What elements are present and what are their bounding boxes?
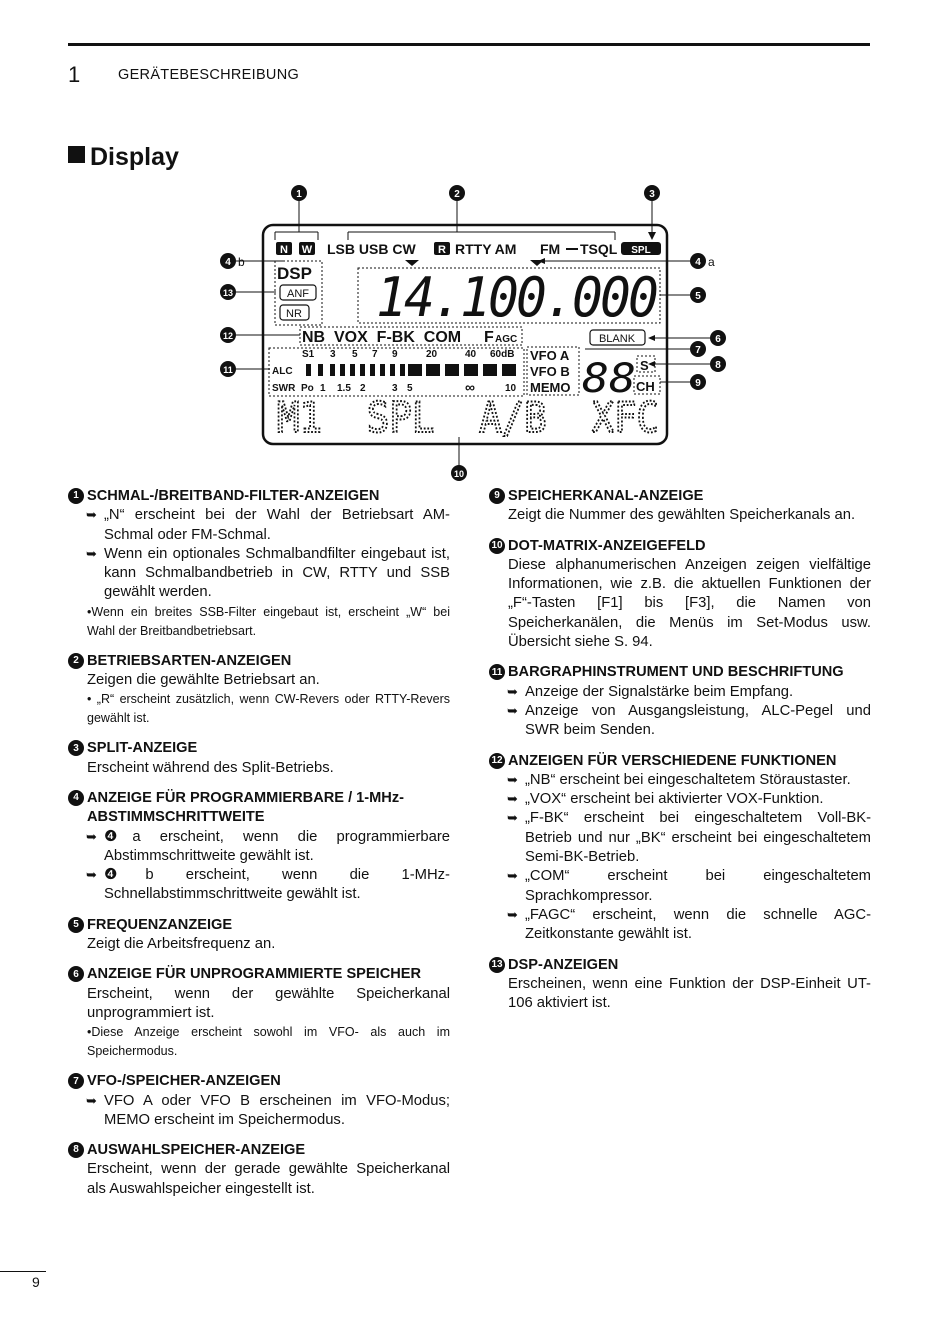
item-number-badge: 12 xyxy=(489,753,505,769)
svg-text:60dB: 60dB xyxy=(490,349,515,360)
svg-text:5: 5 xyxy=(695,291,701,302)
arrow-item: ➥ VFO A oder VFO B erscheinen im VFO-Modus; MEMO erscheint im Speichermodus. xyxy=(68,1092,450,1131)
callout-3 xyxy=(644,185,660,201)
svg-text:Po: Po xyxy=(301,383,314,394)
square-bullet-icon xyxy=(68,146,85,163)
description-item xyxy=(68,652,450,729)
item-number-badge: 8 xyxy=(68,1142,84,1158)
item-heading xyxy=(489,752,871,771)
svg-text:1: 1 xyxy=(320,383,326,394)
svg-text:20: 20 xyxy=(426,349,438,360)
item-number-badge: 5 xyxy=(68,917,84,933)
callout-7 xyxy=(690,341,706,357)
description-item xyxy=(68,965,450,1061)
callout-8 xyxy=(710,356,726,372)
description-item xyxy=(68,739,450,778)
callout-1 xyxy=(291,185,307,201)
svg-text:1: 1 xyxy=(296,189,302,200)
description-item xyxy=(68,487,450,641)
callout-2 xyxy=(449,185,465,201)
frequency-readout: 14.100.000 xyxy=(376,266,657,329)
arrow-item: ➥ „N“ erscheint bei der Wahl der Betriebsart AM-Schmal oder FM-Schmal. xyxy=(68,506,450,545)
description-item xyxy=(489,956,871,1014)
item-heading xyxy=(489,663,871,682)
item-title: DOT-MATRIX-ANZEIGEFELD xyxy=(508,537,706,554)
item-body: Zeigt die Nummer des gewählten Speicherkanals an. xyxy=(508,507,856,524)
svg-text:R: R xyxy=(438,244,446,256)
item-number-badge: 1 xyxy=(68,488,84,504)
description-item xyxy=(489,752,871,945)
vfo-b-label: VFO B xyxy=(530,364,570,379)
item-title: SCHMAL-/BREITBAND-FILTER-ANZEIGEN xyxy=(87,488,380,504)
svg-text:5: 5 xyxy=(407,383,413,394)
header-rule xyxy=(68,43,870,46)
svg-text:11: 11 xyxy=(223,365,233,375)
item-heading xyxy=(68,916,450,935)
item-number-badge: 6 xyxy=(68,966,84,982)
item-number-badge: 13 xyxy=(489,957,505,973)
svg-text:9: 9 xyxy=(392,349,398,360)
item-heading xyxy=(68,487,450,506)
s-meter-scale xyxy=(302,349,514,360)
item-heading xyxy=(68,789,450,828)
item-title: VFO-/SPEICHER-ANZEIGEN xyxy=(87,1073,281,1090)
svg-text:7: 7 xyxy=(695,345,701,356)
arrow-item: ➥ ❹a erscheint, wenn die programmierbare Abstimmschrittweite gewählt ist. xyxy=(68,828,450,867)
svg-text:5: 5 xyxy=(352,349,358,360)
svg-text:4: 4 xyxy=(225,257,231,268)
callout-6 xyxy=(710,330,726,346)
section-heading xyxy=(68,143,179,172)
arrow-item: ➥ „NB“ erscheint bei eingeschaltetem Störaustaster. xyxy=(489,771,871,790)
item-body: Diese alphanumerischen Anzeigen zeigen vielfältige Informationen, wie z.B. die aktuellen Funktionen der „F“-Tasten [F1] bis [F3], die Namen von Speicherkanälen, die Menüs im Set-Modus usw. Übersicht siehe S. 94. xyxy=(508,556,871,651)
item-title: SPEICHERKANAL-ANZEIGE xyxy=(508,488,704,504)
svg-text:3: 3 xyxy=(330,349,336,360)
svg-text:4: 4 xyxy=(695,257,701,268)
svg-text:7: 7 xyxy=(372,349,378,360)
section-title: Display xyxy=(90,143,179,171)
item-heading xyxy=(68,1141,450,1160)
item-note: •Wenn ein breites SSB-Filter eingebaut ist, erscheint „W“ bei Wahl der Breitbandbetriebsart. xyxy=(87,604,450,638)
page-number: 9 xyxy=(32,1274,40,1290)
svg-text:SWR: SWR xyxy=(272,383,296,394)
svg-text:ALC: ALC xyxy=(272,366,293,377)
dot-matrix-text: M1 SPL A/B XFC xyxy=(277,393,659,442)
description-item xyxy=(489,663,871,740)
item-number-badge: 4 xyxy=(68,790,84,806)
item-heading xyxy=(68,965,450,984)
memo-label: MEMO xyxy=(530,380,571,395)
svg-text:12: 12 xyxy=(222,331,234,341)
item-body: Zeigen die gewählte Betriebsart an. xyxy=(87,672,320,689)
arrow-item: ➥ „F-BK“ erscheint bei eingeschaltetem Voll-BK-Betrieb und nur „BK“ erscheint bei eingeschaltetem Semi-BK-Betrieb. xyxy=(489,809,871,867)
svg-text:FM: FM xyxy=(540,241,561,257)
callout-5 xyxy=(690,287,706,303)
svg-text:9: 9 xyxy=(695,378,701,389)
arrow-item: ➥ Anzeige der Signalstärke beim Empfang. xyxy=(489,683,871,702)
description-item xyxy=(489,487,871,526)
description-item xyxy=(489,537,871,653)
svg-text:RTTY AM: RTTY AM xyxy=(455,241,517,257)
svg-text:10: 10 xyxy=(505,383,517,394)
svg-text:40: 40 xyxy=(465,349,477,360)
svg-text:∞: ∞ xyxy=(465,379,475,395)
callout-11 xyxy=(220,361,236,377)
svg-text:6: 6 xyxy=(715,334,721,345)
left-column xyxy=(68,487,450,1210)
svg-text:10: 10 xyxy=(453,469,465,479)
item-note: •Diese Anzeige erscheint sowohl im VFO- als auch im Speichermodus. xyxy=(87,1025,450,1059)
split-indicator: SPL xyxy=(631,245,651,256)
arrow-item: ➥ Wenn ein optionales Schmalbandfilter eingebaut ist, kann Schmalbandbetrieb in CW, RTTY und SSB gewählt werden. xyxy=(68,545,450,603)
page-number-rule xyxy=(0,1271,46,1272)
svg-text:N: N xyxy=(280,244,288,256)
function-labels: NB VOX F-BK COM xyxy=(302,329,462,346)
item-title: AUSWAHLSPEICHER-ANZEIGE xyxy=(87,1142,306,1159)
item-title: BETRIEBSARTEN-ANZEIGEN xyxy=(87,652,292,669)
svg-text:8: 8 xyxy=(715,360,721,371)
svg-text:CH: CH xyxy=(636,379,655,394)
svg-text:TSQL: TSQL xyxy=(580,241,618,257)
callout-10 xyxy=(451,465,467,481)
item-number-badge: 2 xyxy=(68,653,84,669)
item-body: Erscheint, wenn der gerade gewählte Speicherkanal als Auswahlspeicher eingestellt ist. xyxy=(87,1161,450,1197)
item-heading xyxy=(489,487,871,506)
item-heading xyxy=(489,956,871,975)
mode-labels: LSB USB CW xyxy=(327,241,416,257)
item-title: BARGRAPHINSTRUMENT UND BESCHRIFTUNG xyxy=(508,664,844,681)
blank-indicator: BLANK xyxy=(598,333,636,345)
chapter-number: 1 xyxy=(68,62,81,87)
svg-text:b: b xyxy=(238,255,245,269)
bargraph xyxy=(306,364,516,376)
arrow-item: ➥ „FAGC“ erscheint, wenn die schnelle AGC-Zeitkonstante gewählt ist. xyxy=(489,906,871,945)
item-title: DSP-ANZEIGEN xyxy=(508,956,619,973)
chapter-title: GERÄTEBESCHREIBUNG xyxy=(118,67,300,83)
svg-text:NR: NR xyxy=(286,308,302,320)
vfo-a-label: VFO A xyxy=(530,348,570,363)
svg-text:1.5: 1.5 xyxy=(337,383,351,394)
callout-9 xyxy=(690,374,706,390)
channel-readout: 88 xyxy=(582,356,636,402)
arrow-item: ➥ „VOX“ erscheint bei aktivierter VOX-Funktion. xyxy=(489,790,871,809)
svg-text:3: 3 xyxy=(392,383,398,394)
display-diagram xyxy=(200,180,760,490)
item-body: Erscheint, wenn der gewählte Speicherkanal unprogrammiert ist. xyxy=(87,985,450,1021)
item-title: ANZEIGE FÜR PROGRAMMIERBARE / 1-MHz-ABSTIMMSCHRITTWEITE xyxy=(87,789,405,826)
item-heading xyxy=(489,537,871,556)
callout-4a xyxy=(690,253,715,269)
item-title: ANZEIGE FÜR UNPROGRAMMIERTE SPEICHER xyxy=(87,966,422,983)
item-body: Zeigt die Arbeitsfrequenz an. xyxy=(87,936,276,953)
item-number-badge: 10 xyxy=(489,538,505,554)
callout-12 xyxy=(220,327,236,343)
arrow-item: ➥ ❹b erscheint, wenn die 1-MHz-Schnellabstimmschrittweite gewählt ist. xyxy=(68,866,450,905)
item-number-badge: 3 xyxy=(68,740,84,756)
item-title: ANZEIGEN FÜR VERSCHIEDENE FUNKTIONEN xyxy=(508,752,837,769)
svg-text:a: a xyxy=(708,255,715,269)
description-item xyxy=(68,1072,450,1130)
right-column xyxy=(489,487,871,1024)
description-item xyxy=(68,916,450,955)
svg-text:2: 2 xyxy=(360,383,366,394)
svg-text:W: W xyxy=(301,244,313,256)
description-item xyxy=(68,789,450,905)
item-number-badge: 9 xyxy=(489,488,505,504)
svg-text:S: S xyxy=(640,358,649,373)
svg-text:13: 13 xyxy=(222,288,234,298)
item-title: SPLIT-ANZEIGE xyxy=(87,740,198,757)
svg-text:F: F xyxy=(484,329,494,346)
item-heading xyxy=(68,1072,450,1091)
item-title: FREQUENZANZEIGE xyxy=(87,916,233,933)
svg-text:3: 3 xyxy=(649,189,655,200)
description-item xyxy=(68,1141,450,1199)
item-body: Erscheint während des Split-Betriebs. xyxy=(87,759,334,776)
callout-13 xyxy=(220,284,236,300)
item-heading xyxy=(68,652,450,671)
svg-text:ANF: ANF xyxy=(287,288,309,300)
item-number-badge: 7 xyxy=(68,1073,84,1089)
svg-text:AGC: AGC xyxy=(495,334,518,345)
arrow-item: ➥ „COM“ erscheint bei eingeschaltetem Sprachkompressor. xyxy=(489,867,871,906)
arrow-item: ➥ Anzeige von Ausgangsleistung, ALC-Pegel und SWR beim Senden. xyxy=(489,702,871,741)
item-body: Erscheinen, wenn eine Funktion der DSP-Einheit UT-106 aktiviert ist. xyxy=(508,975,871,1012)
item-number-badge: 11 xyxy=(489,664,505,680)
item-note: • „R“ erscheint zusätzlich, wenn CW-Revers oder RTTY-Revers gewählt ist. xyxy=(87,692,450,726)
svg-text:S1: S1 xyxy=(302,349,315,360)
svg-text:2: 2 xyxy=(454,189,460,200)
dsp-label: DSP xyxy=(277,264,312,283)
item-heading xyxy=(68,739,450,758)
